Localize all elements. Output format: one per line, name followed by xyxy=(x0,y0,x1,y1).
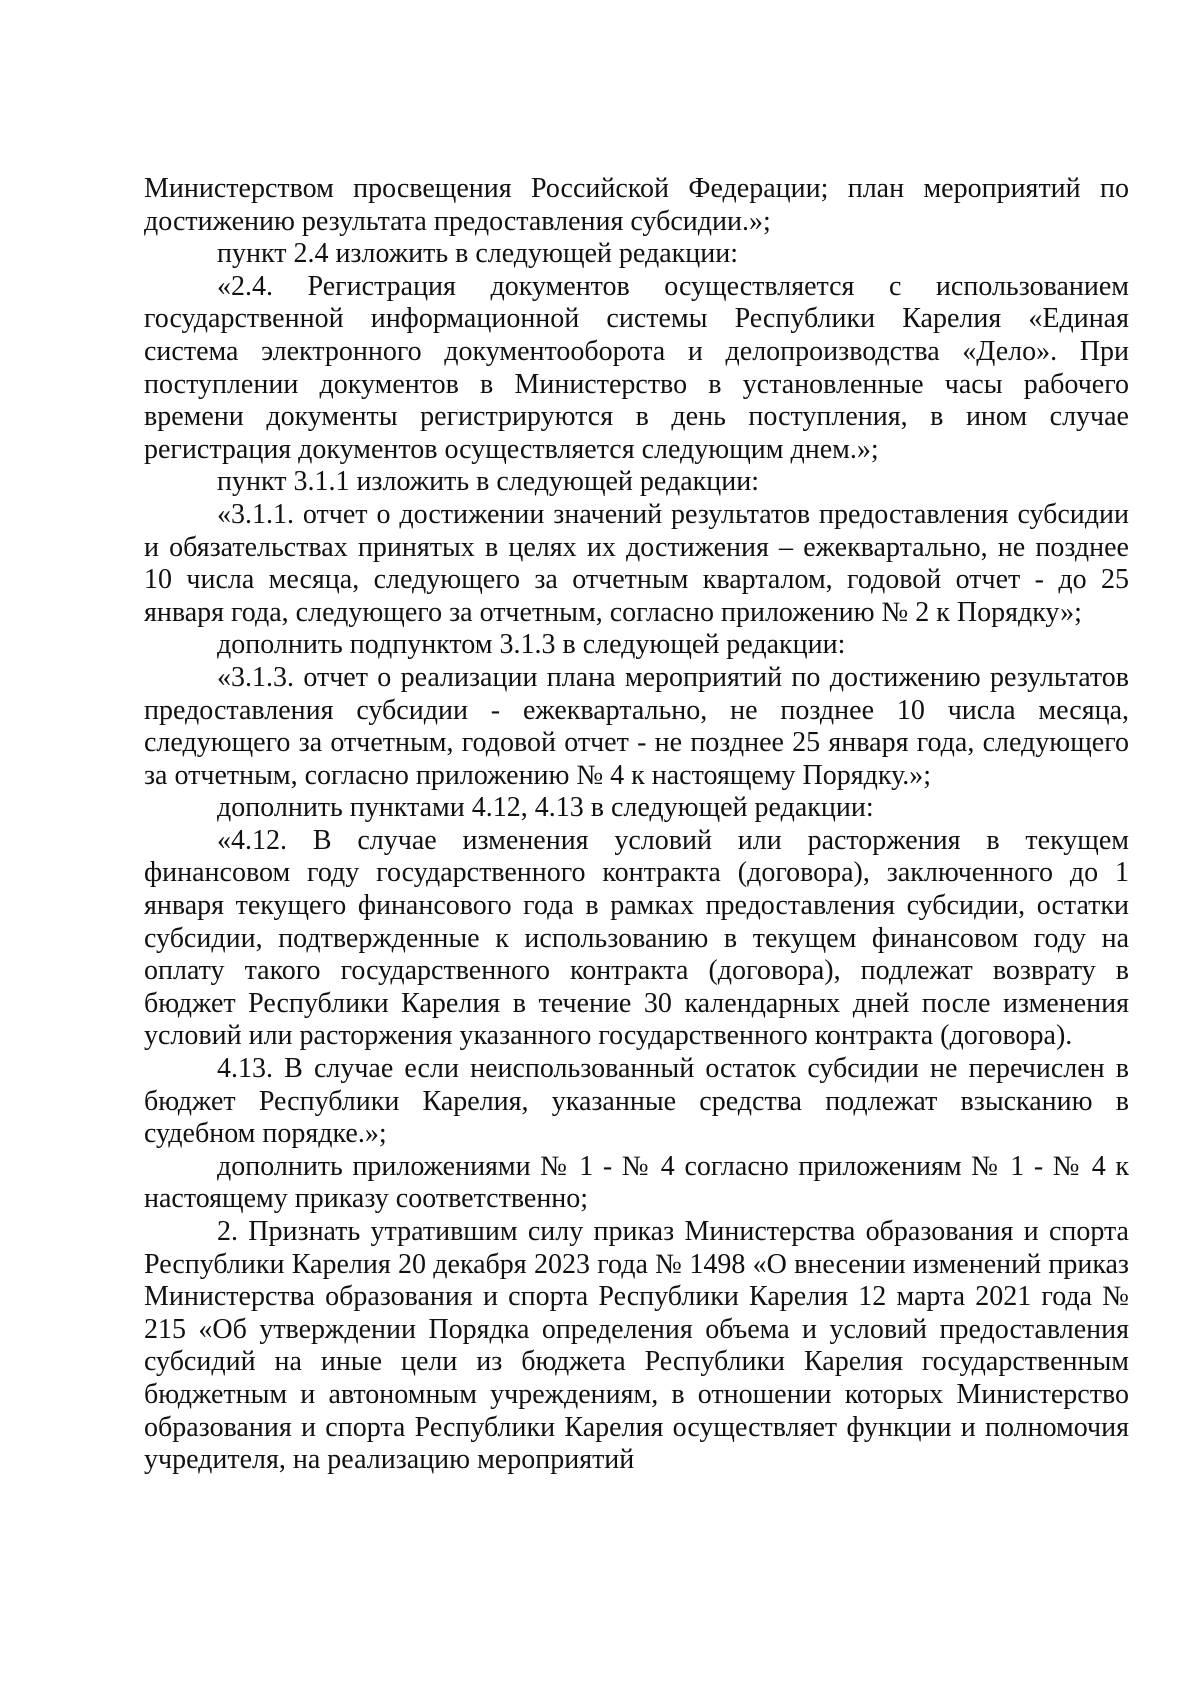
paragraph-item-3-1-3-text: «3.1.3. отчет о реализации плана мероприятий по достижению результатов предоставления субсидии - ежеквартально, не позднее 10 числа месяца, следующего за отчетным, годовой отчет - не позднее 25 января года, следующего за отчетным, согласно приложению № 4 к настоящему Порядку.»; xyxy=(144,661,1129,791)
paragraph-appendices: дополнить приложениями № 1 - № 4 согласно приложениям № 1 - № 4 к настоящему приказу соответственно; xyxy=(144,1150,1129,1215)
paragraph-item-4-13-text: 4.13. В случае если неиспользованный остаток субсидии не перечислен в бюджет Республики Карелия, указанные средства подлежат взысканию в судебном порядке.»; xyxy=(144,1053,1129,1150)
paragraph-item-2-4-intro: пункт 2.4 изложить в следующей редакции: xyxy=(217,238,738,270)
paragraph-item-2-4-text: «2.4. Регистрация документов осуществляется с использованием государственной информационной системы Республики Карелия «Единая система электронного документооборота и делопроизводства «Дело». При поступлении документов в Министерство в установленные часы рабочего времени документы регистрируются в день поступления, в ином случае регистрация документов осуществляется следующим днем.»; xyxy=(144,270,1129,465)
paragraph-item-2-repeal: 2. Признать утратившим силу приказ Министерства образования и спорта Республики Карелия 20 декабря 2023 года № 1498 «О внесении изменений приказ Министерства образования и спорта Республики Карелия 12 марта 2021 года № 215 «Об утверждении Порядка определения объема и условий предоставления субсидий на иные цели из бюджета Республики Карелия государственным бюджетным и автономным учреждениям, в отношении которых Министерство образования и спорта Республики Карелия осуществляет функции и полномочия учредителя, на реализацию мероприятий xyxy=(144,1216,1129,1476)
paragraph-continuation: Министерством просвещения Российской Федерации; план мероприятий по достижению результата предоставления субсидии.»; xyxy=(144,173,1129,237)
document-body xyxy=(144,173,1129,1477)
paragraph-item-3-1-3-intro: дополнить подпунктом 3.1.3 в следующей редакции: xyxy=(217,629,846,661)
paragraph-item-4-12-text: «4.12. В случае изменения условий или расторжения в текущем финансовом году государственного контракта (договора), заключенного до 1 января текущего финансового года в рамках предоставления субсидии, остатки субсидии, подтвержденные к использованию в текущем финансовом году на оплату такого государственного контракта (договора), подлежат возврату в бюджет Республики Карелия в течение 30 календарных дней после изменения условий или расторжения указанного государственного контракта (договора). xyxy=(144,824,1129,1052)
paragraph-items-4-12-4-13-intro: дополнить пунктами 4.12, 4.13 в следующей редакции: xyxy=(217,792,874,824)
paragraph-item-3-1-1-text: «3.1.1. отчет о достижении значений результатов предоставления субсидии и обязательствах принятых в целях их достижения – ежеквартально, не позднее 10 числа месяца, следующего за отчетным кварталом, годовой отчет - до 25 января года, следующего за отчетным, согласно приложению № 2 к Порядку»; xyxy=(144,498,1129,628)
paragraph-item-3-1-1-intro: пункт 3.1.1 изложить в следующей редакции: xyxy=(217,466,759,498)
